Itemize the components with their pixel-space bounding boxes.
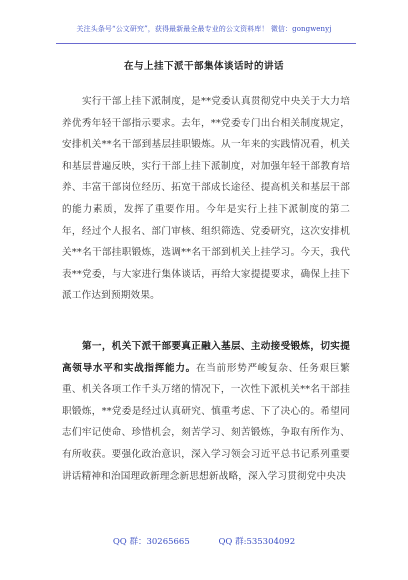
footer [0,535,408,547]
document-title: 在与上挂下派干部集体谈话时的讲话 [123,61,284,72]
paragraph-heading-bold: 第一，机关下派干部要真正融入基层、主动接受锻炼，切实提高领导水平和实战指挥能力。 [62,341,350,374]
paragraph-body: 在当前形势严峻复杂、任务艰巨繁重、机关各项工作千头万绪的情况下，一次性下派机关**名干部挂职锻炼，**党委是经过认真研究、慎重考虑、下了决心的。希望同志们牢记使命、珍惜机会，刻苦学习、刻苦锻炼，争取有所作为、有所收获。要强化政治意识，深入学习领会习近平总书记系列重要讲话精神和治国理政新理念新思想新战略，深入学习贯彻党中央决 [62,362,350,482]
paragraph-intro: 实行干部上挂下派制度，是**党委认真贯彻党中央关于大力培养优秀年轻干部指示要求。去年，**党委专门出台相关制度规定，安排机关**名干部到基层挂职锻炼。从一年来的实践情况看，机关和基层普遍反映，实行干部上挂下派制度，对加强年轻干部教育培养、丰富干部岗位经历、拓宽干部成长途径、提高机关和基层干部的能力素质，发挥了重要作用。今年是实行上挂下派制度的第二年，经过个人报名、部门审核、组织筛选、党委研究，这次安排机关**名干部挂职锻炼，选调**名干部到机关上挂学习。今天，我代表**党委，与大家进行集体谈话，再给大家提提要求，确保上挂下派工作达到预期效果。 [62,96,350,302]
footer-qq-group-1: QQ 群：30265665 [112,537,190,547]
header-divider [56,43,356,44]
footer-qq-group-2: QQ 群:535304092 [218,537,296,547]
paragraph-first-point [62,336,350,487]
header-banner: 关注头条号“公文研究”，获得最新最全最专业的公文资料库！ 微信：gongwenyj [76,25,332,33]
